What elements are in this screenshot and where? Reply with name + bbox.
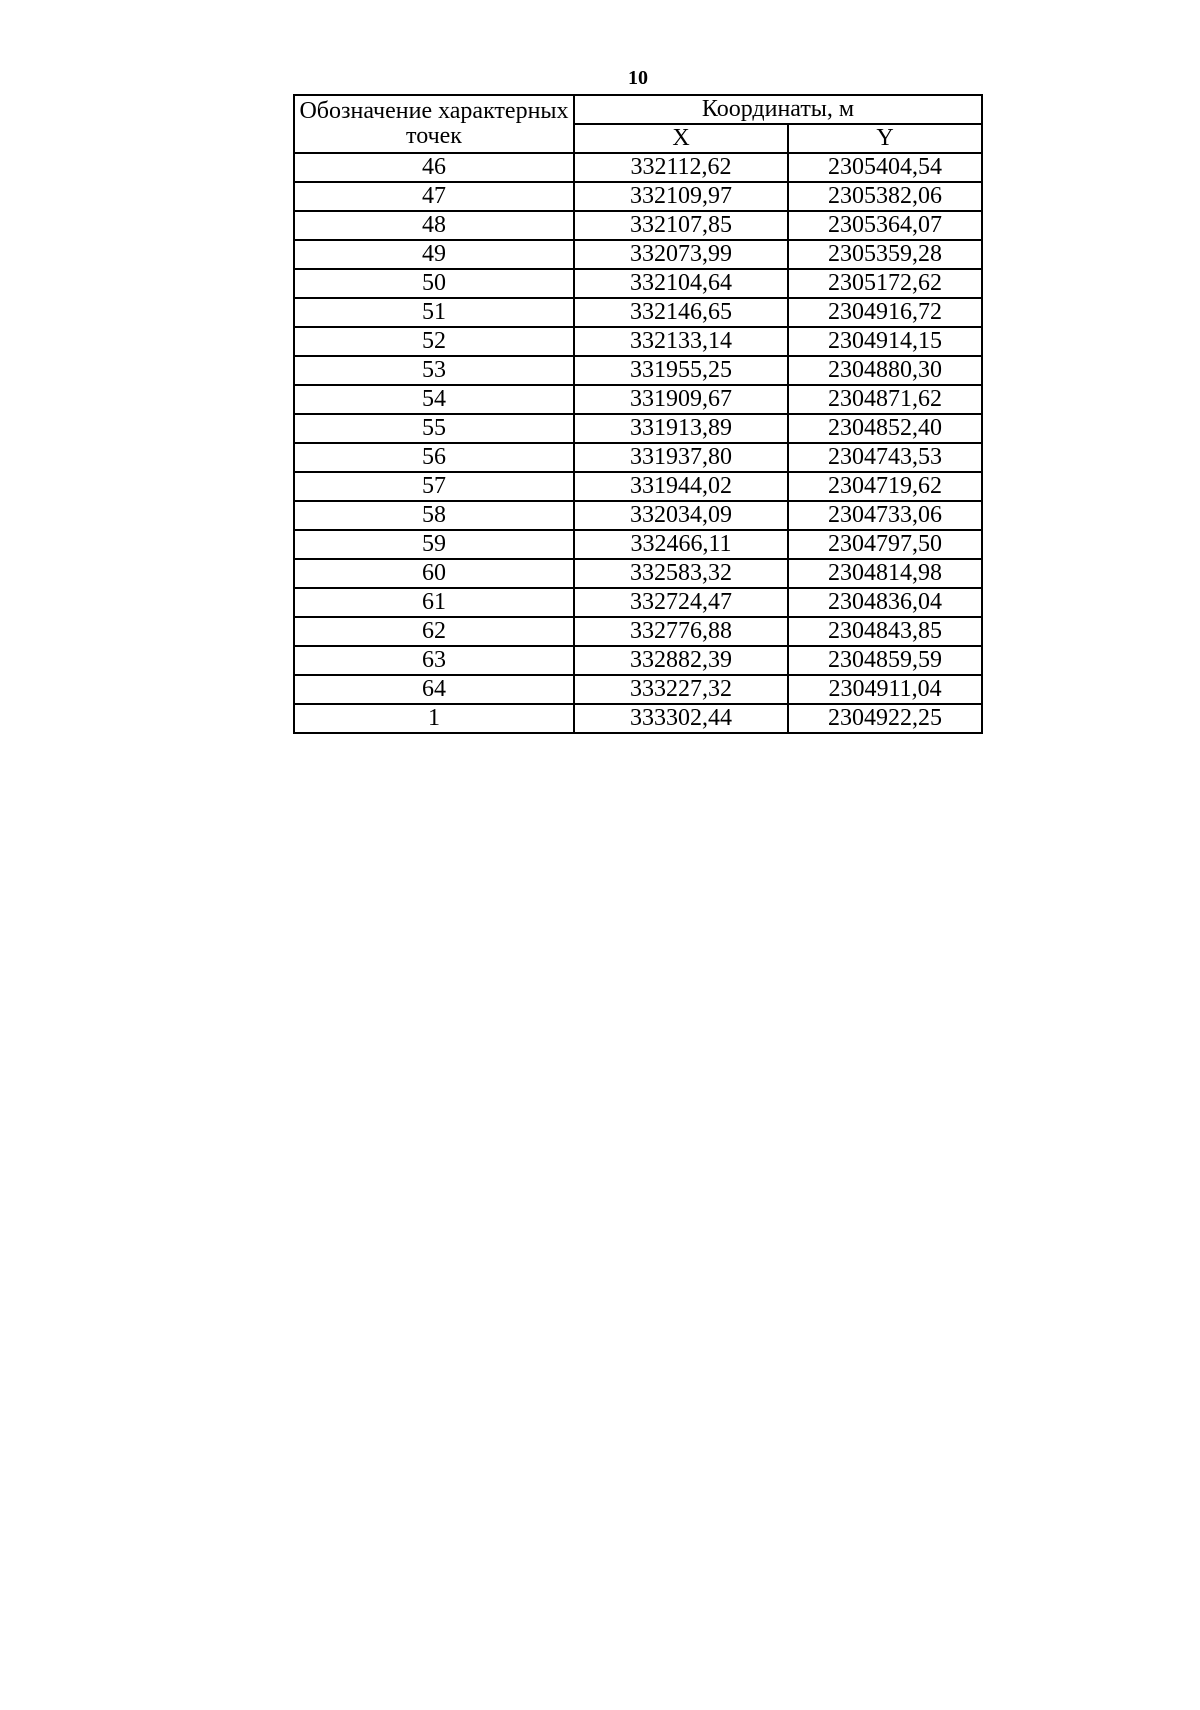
y-coordinate-cell: 2304911,04: [788, 675, 982, 704]
point-cell: 56: [294, 443, 574, 472]
table-row: [294, 356, 982, 385]
y-coordinate-cell: 2304922,25: [788, 704, 982, 733]
point-cell: 46: [294, 153, 574, 182]
point-cell: 59: [294, 530, 574, 559]
point-cell: 57: [294, 472, 574, 501]
x-coordinate-cell: 332882,39: [574, 646, 788, 675]
table-row: [294, 298, 982, 327]
x-coordinate-cell: 332724,47: [574, 588, 788, 617]
coordinates-header: Координаты, м: [574, 95, 982, 124]
x-coordinate-cell: 331909,67: [574, 385, 788, 414]
y-coordinate-cell: 2305172,62: [788, 269, 982, 298]
table-row: [294, 211, 982, 240]
y-coordinate-cell: 2305404,54: [788, 153, 982, 182]
coordinates-table: [293, 94, 983, 734]
point-designation-header: Обозначение характерных точек: [294, 95, 574, 153]
x-coordinate-cell: 332583,32: [574, 559, 788, 588]
y-coordinate-cell: 2305359,28: [788, 240, 982, 269]
y-coordinate-cell: 2304743,53: [788, 443, 982, 472]
y-coordinate-cell: 2304836,04: [788, 588, 982, 617]
x-coordinate-cell: 332073,99: [574, 240, 788, 269]
table-row: [294, 646, 982, 675]
table-row: [294, 530, 982, 559]
point-cell: 61: [294, 588, 574, 617]
point-cell: 49: [294, 240, 574, 269]
table-body: [294, 153, 982, 733]
table-row: [294, 472, 982, 501]
x-coordinate-cell: 331944,02: [574, 472, 788, 501]
table-header: [294, 95, 982, 153]
point-cell: 58: [294, 501, 574, 530]
table-row: [294, 414, 982, 443]
y-coordinate-cell: 2304880,30: [788, 356, 982, 385]
point-cell: 60: [294, 559, 574, 588]
page-number: 10: [628, 67, 648, 89]
point-cell: 64: [294, 675, 574, 704]
y-coordinate-cell: 2304914,15: [788, 327, 982, 356]
table-row: [294, 675, 982, 704]
table-row: [294, 617, 982, 646]
x-coordinate-cell: 332146,65: [574, 298, 788, 327]
y-column-header: Y: [788, 124, 982, 153]
y-coordinate-cell: 2304859,59: [788, 646, 982, 675]
table-row: [294, 385, 982, 414]
point-cell: 62: [294, 617, 574, 646]
point-cell: 50: [294, 269, 574, 298]
table-row: [294, 443, 982, 472]
y-coordinate-cell: 2304814,98: [788, 559, 982, 588]
y-coordinate-cell: 2304871,62: [788, 385, 982, 414]
point-cell: 54: [294, 385, 574, 414]
table-row: [294, 240, 982, 269]
x-coordinate-cell: 332109,97: [574, 182, 788, 211]
point-cell: 55: [294, 414, 574, 443]
table-row: [294, 153, 982, 182]
y-coordinate-cell: 2304852,40: [788, 414, 982, 443]
x-coordinate-cell: 332466,11: [574, 530, 788, 559]
y-coordinate-cell: 2304733,06: [788, 501, 982, 530]
y-coordinate-cell: 2304719,62: [788, 472, 982, 501]
y-coordinate-cell: 2304916,72: [788, 298, 982, 327]
point-cell: 52: [294, 327, 574, 356]
y-coordinate-cell: 2304797,50: [788, 530, 982, 559]
table-row: [294, 559, 982, 588]
point-cell: 47: [294, 182, 574, 211]
y-coordinate-cell: 2304843,85: [788, 617, 982, 646]
point-cell: 63: [294, 646, 574, 675]
table-row: [294, 501, 982, 530]
x-coordinate-cell: 331937,80: [574, 443, 788, 472]
table-row: [294, 269, 982, 298]
x-coordinate-cell: 332034,09: [574, 501, 788, 530]
point-cell: 53: [294, 356, 574, 385]
y-coordinate-cell: 2305364,07: [788, 211, 982, 240]
x-coordinate-cell: 331955,25: [574, 356, 788, 385]
point-cell: 51: [294, 298, 574, 327]
table-row: [294, 327, 982, 356]
x-coordinate-cell: 333227,32: [574, 675, 788, 704]
x-coordinate-cell: 332133,14: [574, 327, 788, 356]
point-cell: 1: [294, 704, 574, 733]
x-coordinate-cell: 332776,88: [574, 617, 788, 646]
x-coordinate-cell: 332104,64: [574, 269, 788, 298]
y-coordinate-cell: 2305382,06: [788, 182, 982, 211]
table-row: [294, 704, 982, 733]
x-coordinate-cell: 331913,89: [574, 414, 788, 443]
table-row: [294, 182, 982, 211]
point-cell: 48: [294, 211, 574, 240]
table-row: [294, 588, 982, 617]
x-coordinate-cell: 333302,44: [574, 704, 788, 733]
x-coordinate-cell: 332107,85: [574, 211, 788, 240]
x-column-header: X: [574, 124, 788, 153]
x-coordinate-cell: 332112,62: [574, 153, 788, 182]
